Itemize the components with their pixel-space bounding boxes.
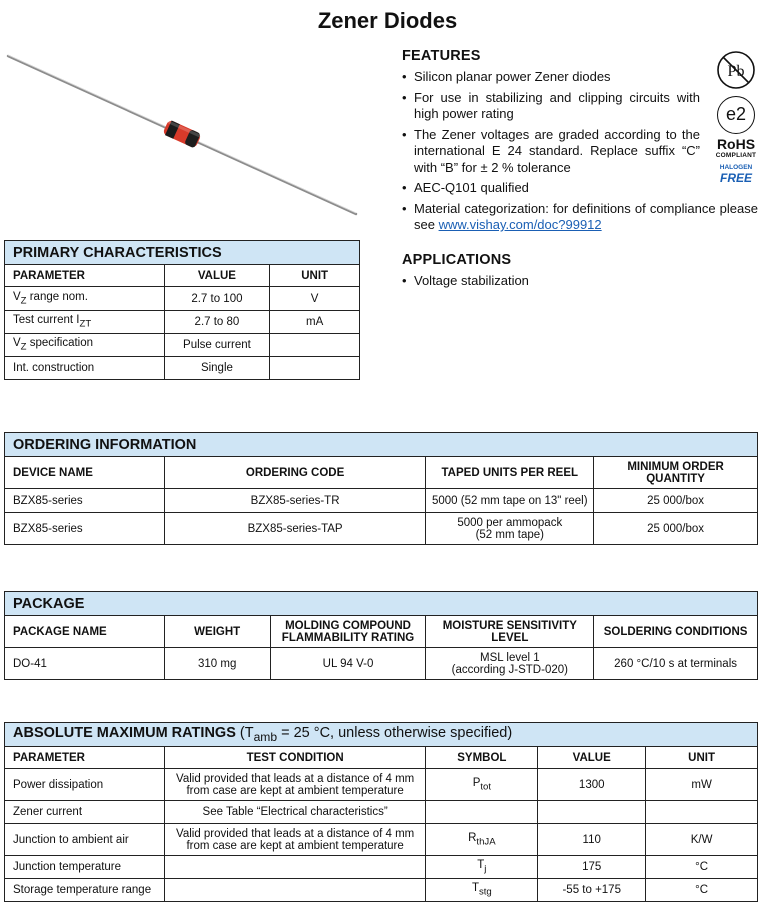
taped-cell: 5000 per ammopack (52 mm tape)	[426, 513, 594, 545]
parameter-cell: $V_Z$ range nom.	[5, 287, 165, 311]
column-header: PARAMETER	[5, 265, 165, 287]
unit-cell	[646, 801, 758, 824]
value-cell: Pulse current	[164, 334, 270, 357]
code-cell: BZX85-series-TAP	[164, 513, 426, 545]
table-row	[5, 311, 360, 334]
unit-cell: mW	[646, 769, 758, 801]
value-cell: 175	[538, 856, 646, 879]
column-header: MOLDING COMPOUND FLAMMABILITY RATING	[270, 616, 426, 648]
halogen-label: HALOGEN	[719, 164, 753, 171]
table-row	[5, 648, 758, 680]
msl-cell: MSL level 1 (according J-STD-020)	[426, 648, 594, 680]
symbol-cell: $T_{stg}$	[426, 879, 538, 902]
device-cell: BZX85-series	[5, 489, 165, 513]
diode-image	[6, 52, 358, 222]
package-name-cell: DO-41	[5, 648, 165, 680]
column-header: SOLDERING CONDITIONS	[594, 616, 758, 648]
column-header: PACKAGE NAME	[5, 616, 165, 648]
column-header: PARAMETER	[5, 747, 165, 769]
unit-cell	[270, 334, 360, 357]
table-row	[5, 824, 758, 856]
features-list-wide	[402, 201, 758, 234]
value-cell: 110	[538, 824, 646, 856]
value-cell: Single	[164, 357, 270, 380]
applications-section	[402, 252, 758, 294]
column-header: WEIGHT	[164, 616, 270, 648]
rohs-label: RoHS	[716, 136, 756, 152]
column-header: VALUE	[164, 265, 270, 287]
value-cell: 1300	[538, 769, 646, 801]
pb-text: Pb	[727, 63, 745, 80]
list-item: • AEC-Q101 qualified	[402, 180, 758, 197]
parameter-cell: Int. construction	[5, 357, 165, 380]
table-caption: ABSOLUTE MAXIMUM RATINGS ($T_{amb} = 25$ °C, unless otherwise specified)	[5, 723, 758, 747]
compliance-badges	[709, 50, 763, 185]
table-row	[5, 334, 360, 357]
moq-cell: 25 000/box	[594, 513, 758, 545]
parameter-cell: $V_Z$ specification	[5, 334, 165, 357]
column-header: TEST CONDITION	[164, 747, 426, 769]
list-item: • The Zener voltages are graded according to the international E 24 standard. Replace suffix “C” with “B” for ± 2 % tolerance	[402, 127, 758, 177]
symbol-cell: $R_{thJA}$	[426, 824, 538, 856]
lead-free-icon	[716, 50, 756, 90]
condition-cell	[164, 879, 426, 902]
parameter-cell: Power dissipation	[5, 769, 165, 801]
table-row	[5, 287, 360, 311]
list-item: • Voltage stabilization	[402, 273, 758, 290]
condition-cell: Valid provided that leads at a distance of 4 mm from case are kept at ambient temperature	[164, 824, 426, 856]
column-header: ORDERING CODE	[164, 457, 426, 489]
taped-cell: 5000 (52 mm tape on 13" reel)	[426, 489, 594, 513]
condition-cell	[164, 856, 426, 879]
unit-cell: °C	[646, 856, 758, 879]
value-cell: 2.7 to 100	[164, 287, 270, 311]
primary-characteristics-table	[4, 240, 360, 380]
table-row	[5, 489, 758, 513]
symbol-cell	[426, 801, 538, 824]
moq-cell: 25 000/box	[594, 489, 758, 513]
unit-cell: V	[270, 287, 360, 311]
ordering-information-table	[4, 432, 758, 545]
halogen-free-label: FREE	[719, 171, 752, 185]
table-row	[5, 513, 758, 545]
column-header: MINIMUM ORDER QUANTITY	[594, 457, 758, 489]
table-row	[5, 879, 758, 902]
table-caption: PACKAGE	[5, 592, 758, 616]
column-header: UNIT	[646, 747, 758, 769]
column-header: TAPED UNITS PER REEL	[426, 457, 594, 489]
parameter-cell: Junction to ambient air	[5, 824, 165, 856]
parameter-cell: Test current $I_{ZT}$	[5, 311, 165, 334]
symbol-cell: $T_j$	[426, 856, 538, 879]
parameter-cell: Zener current	[5, 801, 165, 824]
compliance-link[interactable]: www.vishay.com/doc?99912	[438, 217, 602, 232]
value-cell	[538, 801, 646, 824]
symbol-cell: $P_{tot}$	[426, 769, 538, 801]
table-caption: ORDERING INFORMATION	[5, 433, 758, 457]
condition-cell: See Table “Electrical characteristics”	[164, 801, 426, 824]
rohs-compliant-label: COMPLIANT	[715, 152, 757, 159]
device-cell: BZX85-series	[5, 513, 165, 545]
table-row	[5, 769, 758, 801]
applications-list	[402, 273, 758, 290]
list-item	[402, 201, 758, 234]
parameter-cell: Junction temperature	[5, 856, 165, 879]
unit-cell: mA	[270, 311, 360, 334]
condition-cell: Valid provided that leads at a distance of 4 mm from case are kept at ambient temperature	[164, 769, 426, 801]
unit-cell	[270, 357, 360, 380]
applications-heading: APPLICATIONS	[402, 252, 512, 268]
table-row	[5, 357, 360, 380]
table-row	[5, 856, 758, 879]
material-text: Material categorization: for definitions of compliance please see	[414, 200, 758, 232]
package-table	[4, 591, 758, 680]
features-heading: FEATURES	[402, 48, 481, 64]
unit-cell: K/W	[646, 824, 758, 856]
absolute-maximum-ratings-table	[4, 722, 758, 902]
unit-cell: °C	[646, 879, 758, 902]
value-cell: 2.7 to 80	[164, 311, 270, 334]
code-cell: BZX85-series-TR	[164, 489, 426, 513]
parameter-cell: Storage temperature range	[5, 879, 165, 902]
table-row	[5, 801, 758, 824]
molding-cell: UL 94 V-0	[270, 648, 426, 680]
list-item: • Silicon planar power Zener diodes	[402, 69, 758, 86]
column-header: VALUE	[538, 747, 646, 769]
value-cell: -55 to +175	[538, 879, 646, 902]
soldering-cell: 260 °C/10 s at terminals	[594, 648, 758, 680]
column-header: SYMBOL	[426, 747, 538, 769]
features-section	[402, 48, 758, 238]
column-header: UNIT	[270, 265, 360, 287]
weight-cell: 310 mg	[164, 648, 270, 680]
page-title: Zener Diodes	[317, 8, 458, 33]
column-header: MOISTURE SENSITIVITY LEVEL	[426, 616, 594, 648]
column-header: DEVICE NAME	[5, 457, 165, 489]
list-item: • For use in stabilizing and clipping circuits with high power rating	[402, 90, 758, 123]
table-caption: PRIMARY CHARACTERISTICS	[5, 241, 360, 265]
e2-icon: e2	[717, 96, 755, 134]
features-list	[402, 69, 758, 197]
